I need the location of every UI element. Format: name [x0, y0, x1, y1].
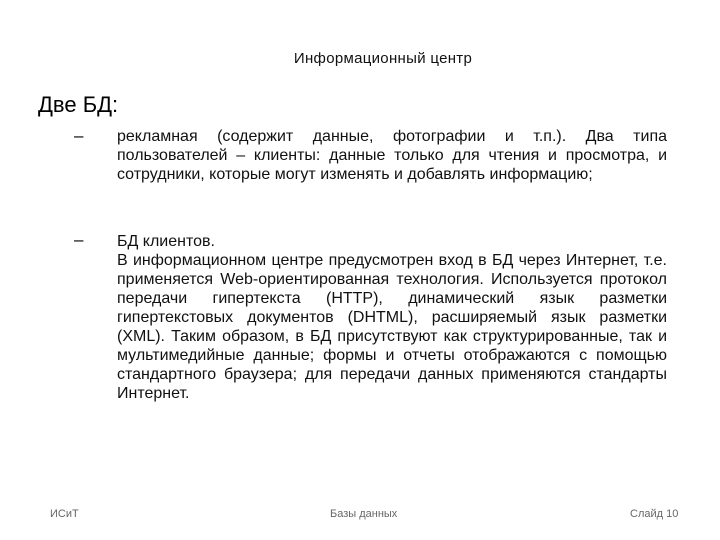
- slide-title: Информационный центр: [293, 50, 473, 67]
- slide-heading: Две БД:: [38, 92, 119, 117]
- bullet-dash: –: [74, 230, 84, 249]
- footer-organization: ИСиТ: [50, 508, 79, 520]
- list-item-paragraph: рекламная (содержит данные, фотографии и т.п.). Два типа пользователей – клиенты: данные только для чтения и просмотра, и сотрудники, которые могут изменять и добавлять информацию;: [117, 128, 667, 183]
- list-item: [117, 127, 667, 184]
- list-item-paragraph: БД клиентов.: [117, 233, 215, 250]
- footer-course: Базы данных: [330, 508, 398, 520]
- footer-slide-number: Слайд 10: [630, 508, 679, 520]
- bullet-dash: –: [74, 126, 84, 145]
- list-item-paragraph: В информационном центре предусмотрен вход в БД через Интернет, т.е. применяется Web-ориентированная технология. Используется протокол передачи гипертекста (HTTP), динамический язык разметки гипертекстовых документов (DHTML), расширяемый язык разметки (XML). Таким образом, в БД присутствуют как структурированные, так и мультимедийные данные; формы и отчеты отображаются с помощью стандартного браузера; для передачи данных применяются стандарты Интернет.: [117, 252, 667, 402]
- list-item: [117, 232, 667, 403]
